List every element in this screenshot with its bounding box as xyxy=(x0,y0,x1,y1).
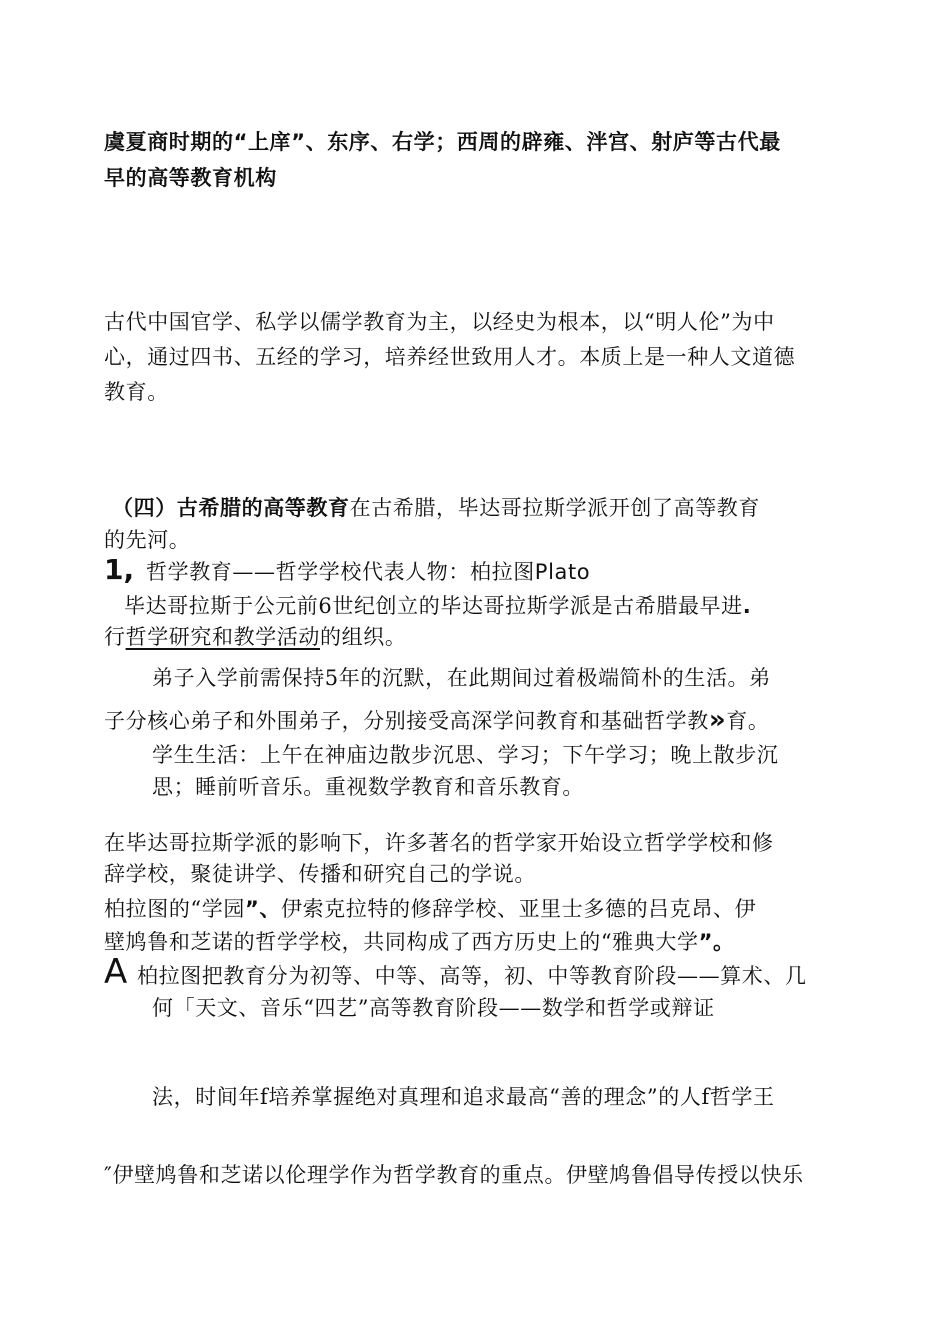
pythagoras-line-4 xyxy=(104,706,769,735)
pythagoras-text-1: 毕达哥拉斯于公元前6世纪创立的毕达哥拉斯学派是古希腊最早进 xyxy=(124,594,743,618)
pythagoras-line-6: 思；睡前听音乐。重视数学教育和音乐教育。 xyxy=(152,775,584,799)
item1-line xyxy=(146,558,590,586)
heading-line-1: 虞夏商时期的“上庠”、东序、右学；西周的辟雍、泮宫、射庐等古代最 xyxy=(104,130,781,154)
greece-section-line-2: 的先河。 xyxy=(104,528,191,552)
schools-line-1: 在毕达哥拉斯学派的影响下，许多著名的哲学家开始设立哲学学校和修 xyxy=(104,831,774,855)
schools-line-2: 辞学校，聚徒讲学、传播和研究自己的学说。 xyxy=(104,862,536,886)
china-para-line-3: 教育。 xyxy=(104,380,169,404)
text-fragment: 的吕克昂、 xyxy=(626,897,735,921)
pythagoras-text-2a: 行 xyxy=(104,625,126,649)
name-academy: 学园 xyxy=(201,897,245,921)
text-fragment: ”、 xyxy=(244,897,281,921)
name-epicurus-end: 壁鸠鲁 xyxy=(104,930,169,954)
text-fragment: ”。 xyxy=(698,930,735,954)
name-athens-university: 雅典大学 xyxy=(612,930,699,954)
pythagoras-line-1 xyxy=(124,592,751,620)
plato-edu-line-3: 法，时间年f培养掌握绝对真理和追求最高“善的理念”的人f哲学王 xyxy=(152,1085,775,1109)
text-fragment: 的修辞学校、 xyxy=(388,897,519,921)
plato-edu-line-2: 何「天文、音乐“四艺”高等教育阶段——数学和哲学或辩证 xyxy=(152,996,715,1020)
plato-name: 柏拉图Plato xyxy=(470,560,591,584)
large-letter-marker: A xyxy=(104,952,128,992)
pythagoras-line-2 xyxy=(104,623,406,651)
epicurus-line-1: ″伊壁鸠鲁和芝诺以伦理学作为哲学教育的重点。伊壁鸠鲁倡导传授以快乐 xyxy=(104,1163,804,1187)
schools-line-4 xyxy=(104,928,735,956)
name-epicurus-start: 伊 xyxy=(734,897,757,921)
item1-text: 哲学教育——哲学学校代表人物： xyxy=(146,560,470,584)
text-fragment: 的“ xyxy=(168,897,202,921)
china-para-line-2: 心，通过四书、五经的学习，培养经世致用人才。本质上是一种人文道德 xyxy=(104,345,796,369)
pythagoras-line-5: 学生生活：上午在神庙边散步沉思、学习；下午学习；晚上散步沉 xyxy=(152,743,779,767)
pythagoras-dot: . xyxy=(742,594,752,618)
section-title: （四）古希腊的高等教育 xyxy=(112,496,350,520)
name-aristotle: 亚里士多德 xyxy=(518,897,627,921)
text-fragment: 和 xyxy=(168,930,191,954)
section-intro: 在古希腊，毕达哥拉斯学派开创了高等教育 xyxy=(349,496,761,520)
schools-line-3 xyxy=(104,895,756,923)
text-fragment: 的哲学学校，共同构成了西方历史上的“ xyxy=(233,930,613,954)
name-plato: 柏拉图 xyxy=(104,897,169,921)
pythagoras-text-2b: 的组织。 xyxy=(320,625,407,649)
pythagoras-text-4b: 育。 xyxy=(726,709,770,733)
china-para-line-1: 古代中国官学、私学以儒学教育为主，以经史为根本，以“明人伦”为中 xyxy=(104,310,775,334)
heading-line-2: 早的高等教育机构 xyxy=(104,166,277,190)
pythagoras-text-4a: 子分核心弟子和外围弟子，分别接受高深学问教育和基础哲学教 xyxy=(104,709,709,733)
greece-section-line-1 xyxy=(112,494,760,522)
name-zeno: 芝诺 xyxy=(190,930,234,954)
philosophy-research-underlined: 哲学研究和教学活动 xyxy=(125,625,321,649)
stray-mark: » xyxy=(708,705,727,735)
plato-edu-line-1: 柏拉图把教育分为初等、中等、高等，初、中等教育阶段——算术、几 xyxy=(137,964,807,988)
item-marker: 1, xyxy=(104,553,135,586)
pythagoras-line-3: 弟子入学前需保持5年的沉默，在此期间过着极端简朴的生活。弟 xyxy=(152,666,771,690)
name-isocrates: 伊索克拉特 xyxy=(280,897,389,921)
